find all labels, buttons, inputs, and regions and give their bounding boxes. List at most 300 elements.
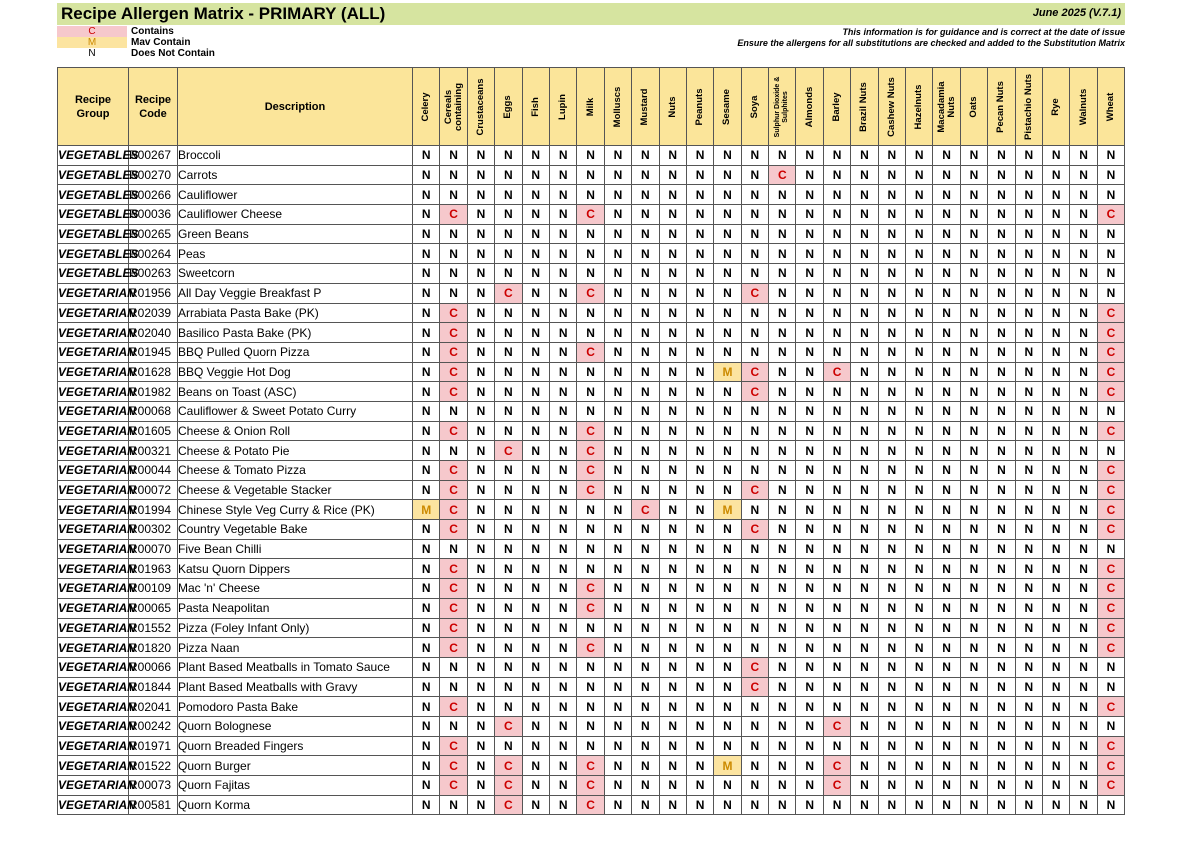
allergen-cell: N — [604, 165, 631, 185]
allergen-cell: N — [467, 539, 494, 559]
allergen-cell: N — [960, 421, 987, 441]
allergen-cell: N — [604, 638, 631, 658]
allergen-cell: N — [686, 224, 713, 244]
allergen-cell: N — [960, 539, 987, 559]
allergen-cell: N — [769, 323, 796, 343]
allergen-cell: N — [467, 264, 494, 284]
legend-code: C — [57, 26, 127, 37]
allergen-cell: N — [549, 618, 576, 638]
allergen-cell: N — [413, 677, 440, 697]
recipe-code: R01552 — [129, 618, 178, 638]
allergen-cell: N — [878, 461, 905, 481]
allergen-cell: N — [823, 421, 850, 441]
allergen-cell: N — [604, 362, 631, 382]
allergen-cell: N — [933, 579, 960, 599]
legend-code: N — [57, 48, 127, 59]
allergen-cell: N — [1042, 421, 1069, 441]
allergen-cell: N — [769, 598, 796, 618]
allergen-cell: N — [495, 520, 522, 540]
allergen-cell: N — [1042, 539, 1069, 559]
column-header-allergen: Molluscs — [604, 68, 631, 146]
allergen-cell: N — [659, 776, 686, 796]
allergen-cell: N — [906, 205, 933, 225]
allergen-cell: N — [1015, 657, 1042, 677]
allergen-cell: N — [686, 146, 713, 166]
allergen-cell: N — [495, 559, 522, 579]
recipe-group: VEGETARIAN — [58, 520, 129, 540]
allergen-cell: N — [960, 657, 987, 677]
allergen-cell: N — [577, 264, 604, 284]
allergen-cell: N — [632, 638, 659, 658]
allergen-cell: N — [741, 323, 768, 343]
allergen-cell: N — [467, 185, 494, 205]
recipe-description: BBQ Veggie Hot Dog — [178, 362, 413, 382]
allergen-cell: N — [467, 736, 494, 756]
allergen-cell: N — [440, 283, 467, 303]
allergen-cell: N — [604, 579, 631, 599]
allergen-cell: N — [440, 224, 467, 244]
allergen-cell: N — [413, 283, 440, 303]
allergen-cell: N — [577, 618, 604, 638]
table-row — [58, 756, 1125, 776]
allergen-cell: N — [413, 146, 440, 166]
allergen-cell: N — [1070, 205, 1097, 225]
allergen-cell: N — [960, 795, 987, 815]
allergen-cell: C — [741, 657, 768, 677]
allergen-cell: N — [549, 756, 576, 776]
allergen-cell: N — [960, 342, 987, 362]
allergen-cell: N — [1015, 185, 1042, 205]
allergen-cell: N — [495, 165, 522, 185]
allergen-cell: N — [1015, 618, 1042, 638]
allergen-cell: N — [878, 283, 905, 303]
allergen-cell: C — [440, 638, 467, 658]
allergen-cell: N — [823, 697, 850, 717]
table-row — [58, 303, 1125, 323]
allergen-cell: N — [495, 736, 522, 756]
recipe-code: R01820 — [129, 638, 178, 658]
allergen-cell: N — [906, 264, 933, 284]
allergen-cell: C — [1097, 461, 1124, 481]
recipe-description: Pizza (Foley Infant Only) — [178, 618, 413, 638]
allergen-cell: N — [1015, 500, 1042, 520]
allergen-cell: N — [960, 461, 987, 481]
allergen-cell: N — [1097, 146, 1124, 166]
allergen-cell: N — [659, 146, 686, 166]
allergen-cell: N — [467, 618, 494, 638]
allergen-cell: N — [577, 244, 604, 264]
table-row — [58, 264, 1125, 284]
allergen-cell: N — [933, 776, 960, 796]
allergen-cell: N — [413, 618, 440, 638]
allergen-cell: N — [714, 303, 741, 323]
allergen-cell: N — [549, 224, 576, 244]
allergen-cell: N — [1042, 677, 1069, 697]
allergen-cell: N — [741, 756, 768, 776]
allergen-cell: N — [1042, 598, 1069, 618]
allergen-cell: N — [686, 401, 713, 421]
allergen-cell: N — [632, 716, 659, 736]
allergen-cell: N — [851, 401, 878, 421]
allergen-cell: N — [851, 559, 878, 579]
allergen-cell: N — [823, 303, 850, 323]
column-header-allergen: Lupin — [549, 68, 576, 146]
allergen-cell: C — [577, 205, 604, 225]
allergen-cell: N — [796, 638, 823, 658]
recipe-group: VEGETARIAN — [58, 362, 129, 382]
allergen-cell: N — [1097, 244, 1124, 264]
allergen-cell: N — [906, 461, 933, 481]
allergen-cell: N — [741, 185, 768, 205]
allergen-cell: N — [632, 382, 659, 402]
allergen-cell: N — [796, 756, 823, 776]
allergen-cell: N — [851, 224, 878, 244]
allergen-cell: N — [823, 461, 850, 481]
allergen-cell: N — [577, 697, 604, 717]
allergen-cell: N — [741, 244, 768, 264]
allergen-cell: N — [604, 697, 631, 717]
allergen-cell: N — [632, 657, 659, 677]
allergen-cell: N — [522, 795, 549, 815]
allergen-cell: N — [714, 401, 741, 421]
allergen-cell: N — [632, 283, 659, 303]
allergen-cell: N — [960, 736, 987, 756]
allergen-cell: C — [823, 716, 850, 736]
allergen-cell: N — [823, 441, 850, 461]
allergen-cell: N — [933, 303, 960, 323]
allergen-cell: N — [467, 776, 494, 796]
recipe-description: Peas — [178, 244, 413, 264]
recipe-description: Cauliflower — [178, 185, 413, 205]
allergen-cell: N — [686, 421, 713, 441]
allergen-cell: N — [769, 342, 796, 362]
allergen-cell: C — [577, 756, 604, 776]
allergen-cell: N — [604, 677, 631, 697]
allergen-cell: N — [1015, 205, 1042, 225]
allergen-cell: N — [769, 579, 796, 599]
allergen-cell: C — [440, 421, 467, 441]
allergen-cell: N — [632, 224, 659, 244]
allergen-cell: N — [440, 401, 467, 421]
allergen-cell: N — [796, 382, 823, 402]
allergen-cell: N — [988, 323, 1015, 343]
allergen-cell: N — [906, 146, 933, 166]
allergen-cell: N — [1015, 461, 1042, 481]
recipe-code: R01982 — [129, 382, 178, 402]
allergen-cell: N — [906, 756, 933, 776]
allergen-cell: N — [577, 303, 604, 323]
allergen-cell: N — [933, 323, 960, 343]
allergen-cell: N — [440, 441, 467, 461]
allergen-cell: N — [714, 657, 741, 677]
allergen-cell: N — [851, 342, 878, 362]
allergen-cell: N — [933, 165, 960, 185]
allergen-cell: N — [549, 657, 576, 677]
allergen-cell: N — [960, 185, 987, 205]
allergen-cell: N — [933, 539, 960, 559]
allergen-cell: N — [769, 697, 796, 717]
allergen-cell: N — [686, 362, 713, 382]
allergen-cell: N — [604, 598, 631, 618]
allergen-cell: N — [1015, 283, 1042, 303]
allergen-cell: N — [467, 283, 494, 303]
allergen-cell: N — [823, 618, 850, 638]
allergen-cell: N — [851, 657, 878, 677]
allergen-cell: N — [1070, 362, 1097, 382]
allergen-cell: C — [577, 283, 604, 303]
allergen-cell: N — [1070, 283, 1097, 303]
allergen-cell: N — [1015, 579, 1042, 599]
allergen-cell: N — [714, 441, 741, 461]
allergen-cell: C — [741, 480, 768, 500]
allergen-cell: N — [878, 146, 905, 166]
recipe-description: Cheese & Vegetable Stacker — [178, 480, 413, 500]
allergen-cell: N — [851, 697, 878, 717]
recipe-code: R00109 — [129, 579, 178, 599]
allergen-cell: N — [769, 244, 796, 264]
allergen-cell: N — [823, 736, 850, 756]
allergen-cell: N — [1097, 539, 1124, 559]
allergen-cell: N — [851, 736, 878, 756]
allergen-cell: N — [632, 165, 659, 185]
recipe-description: Country Vegetable Bake — [178, 520, 413, 540]
table-row — [58, 657, 1125, 677]
allergen-cell: N — [906, 520, 933, 540]
allergen-cell: N — [495, 323, 522, 343]
allergen-cell: N — [659, 401, 686, 421]
allergen-cell: N — [467, 401, 494, 421]
allergen-cell: N — [878, 618, 905, 638]
allergen-cell: N — [1015, 598, 1042, 618]
allergen-cell: N — [632, 559, 659, 579]
allergen-cell: N — [413, 736, 440, 756]
allergen-cell: N — [1042, 264, 1069, 284]
allergen-cell: N — [659, 264, 686, 284]
allergen-cell: N — [604, 382, 631, 402]
allergen-cell: N — [522, 638, 549, 658]
allergen-cell: N — [988, 736, 1015, 756]
allergen-cell: N — [851, 303, 878, 323]
allergen-cell: N — [549, 500, 576, 520]
allergen-cell: C — [440, 303, 467, 323]
allergen-cell: N — [604, 539, 631, 559]
allergen-cell: N — [823, 500, 850, 520]
allergen-cell: N — [878, 520, 905, 540]
allergen-cell: C — [440, 579, 467, 599]
allergen-cell: N — [878, 500, 905, 520]
allergen-cell: N — [1070, 480, 1097, 500]
allergen-cell: N — [906, 244, 933, 264]
allergen-cell: N — [1042, 342, 1069, 362]
allergen-cell: N — [988, 362, 1015, 382]
allergen-cell: N — [823, 638, 850, 658]
allergen-cell: N — [960, 697, 987, 717]
recipe-code: R00266 — [129, 185, 178, 205]
allergen-cell: N — [823, 146, 850, 166]
recipe-code: R00044 — [129, 461, 178, 481]
allergen-cell: N — [659, 480, 686, 500]
allergen-cell: N — [769, 520, 796, 540]
allergen-cell: N — [413, 716, 440, 736]
allergen-cell: N — [659, 323, 686, 343]
allergen-cell: N — [440, 185, 467, 205]
recipe-code: R00321 — [129, 441, 178, 461]
allergen-cell: N — [796, 224, 823, 244]
allergen-cell: N — [769, 618, 796, 638]
allergen-cell: N — [1042, 520, 1069, 540]
allergen-cell: N — [1015, 677, 1042, 697]
table-row — [58, 716, 1125, 736]
allergen-cell: N — [1042, 323, 1069, 343]
allergen-cell: N — [1015, 638, 1042, 658]
allergen-cell: N — [714, 618, 741, 638]
allergen-cell: N — [1070, 303, 1097, 323]
recipe-code: R00072 — [129, 480, 178, 500]
allergen-cell: N — [906, 165, 933, 185]
allergen-cell: M — [714, 756, 741, 776]
table-row — [58, 736, 1125, 756]
allergen-cell: N — [659, 559, 686, 579]
allergen-cell: N — [878, 303, 905, 323]
allergen-cell: N — [769, 264, 796, 284]
allergen-cell: N — [549, 401, 576, 421]
allergen-cell: N — [659, 579, 686, 599]
table-row — [58, 618, 1125, 638]
allergen-cell: N — [988, 382, 1015, 402]
allergen-cell: N — [1042, 736, 1069, 756]
allergen-cell: N — [604, 185, 631, 205]
allergen-cell: N — [960, 500, 987, 520]
allergen-cell: N — [1070, 539, 1097, 559]
allergen-cell: N — [851, 165, 878, 185]
allergen-cell: N — [960, 224, 987, 244]
allergen-cell: N — [960, 618, 987, 638]
allergen-cell: C — [440, 480, 467, 500]
allergen-cell: N — [632, 736, 659, 756]
allergen-cell: N — [988, 165, 1015, 185]
allergen-cell: N — [960, 146, 987, 166]
allergen-cell: N — [988, 756, 1015, 776]
allergen-cell: N — [714, 559, 741, 579]
allergen-cell: N — [906, 638, 933, 658]
allergen-cell: N — [577, 539, 604, 559]
allergen-cell: C — [741, 677, 768, 697]
allergen-cell: N — [577, 165, 604, 185]
column-header-allergen: Cereals containing — [440, 68, 467, 146]
allergen-cell: N — [878, 205, 905, 225]
allergen-cell: N — [1097, 657, 1124, 677]
allergen-cell: N — [604, 736, 631, 756]
recipe-code: R01956 — [129, 283, 178, 303]
allergen-cell: N — [988, 579, 1015, 599]
allergen-cell: N — [714, 795, 741, 815]
allergen-cell: N — [796, 205, 823, 225]
allergen-cell: N — [714, 264, 741, 284]
allergen-cell: N — [741, 559, 768, 579]
allergen-cell: N — [495, 598, 522, 618]
column-header-allergen: Mustard — [632, 68, 659, 146]
allergen-cell: N — [769, 500, 796, 520]
allergen-cell: N — [604, 205, 631, 225]
allergen-cell: N — [1015, 244, 1042, 264]
allergen-cell: N — [604, 342, 631, 362]
allergen-cell: N — [495, 224, 522, 244]
allergen-cell: N — [796, 579, 823, 599]
allergen-cell: N — [878, 382, 905, 402]
recipe-description: BBQ Pulled Quorn Pizza — [178, 342, 413, 362]
allergen-cell: N — [1070, 461, 1097, 481]
allergen-cell: N — [823, 382, 850, 402]
recipe-description: Pizza Naan — [178, 638, 413, 658]
allergen-cell: N — [632, 441, 659, 461]
allergen-cell: N — [1070, 776, 1097, 796]
recipe-code: R00070 — [129, 539, 178, 559]
allergen-cell: N — [796, 736, 823, 756]
allergen-cell: N — [549, 362, 576, 382]
allergen-cell: N — [933, 264, 960, 284]
allergen-cell: N — [467, 756, 494, 776]
allergen-cell: N — [796, 716, 823, 736]
allergen-cell: N — [1070, 165, 1097, 185]
allergen-cell: N — [906, 598, 933, 618]
recipe-description: All Day Veggie Breakfast P — [178, 283, 413, 303]
table-row — [58, 579, 1125, 599]
allergen-cell: M — [413, 500, 440, 520]
allergen-cell: N — [933, 638, 960, 658]
allergen-cell: N — [1015, 697, 1042, 717]
column-header-allergen: Macadamia Nuts — [933, 68, 960, 146]
allergen-cell: N — [823, 283, 850, 303]
allergen-cell: N — [659, 539, 686, 559]
allergen-cell: N — [686, 342, 713, 362]
allergen-cell: N — [933, 657, 960, 677]
allergen-cell: N — [906, 323, 933, 343]
allergen-cell: N — [960, 677, 987, 697]
allergen-cell: N — [495, 362, 522, 382]
allergen-cell: N — [549, 559, 576, 579]
allergen-cell: N — [659, 342, 686, 362]
allergen-cell: N — [413, 342, 440, 362]
allergen-cell: N — [659, 165, 686, 185]
allergen-cell: N — [440, 539, 467, 559]
allergen-cell: N — [1042, 146, 1069, 166]
allergen-cell: N — [1042, 480, 1069, 500]
allergen-cell: N — [878, 795, 905, 815]
allergen-cell: N — [440, 264, 467, 284]
allergen-cell: N — [522, 146, 549, 166]
allergen-cell: N — [686, 500, 713, 520]
allergen-cell: N — [796, 283, 823, 303]
matrix-body — [58, 146, 1125, 815]
allergen-cell: N — [1015, 303, 1042, 323]
allergen-cell: N — [851, 146, 878, 166]
allergen-cell: C — [632, 500, 659, 520]
column-header-description: Description — [178, 68, 413, 146]
allergen-cell: N — [549, 716, 576, 736]
column-header-allergen: Sulphur Dioxide & Sulphites — [769, 68, 796, 146]
allergen-cell: N — [632, 461, 659, 481]
allergen-cell: N — [604, 323, 631, 343]
allergen-cell: N — [823, 165, 850, 185]
allergen-cell: C — [577, 598, 604, 618]
table-row — [58, 382, 1125, 402]
allergen-cell: N — [823, 598, 850, 618]
column-header-allergen: Fish — [522, 68, 549, 146]
legend — [57, 26, 357, 60]
allergen-cell: N — [851, 520, 878, 540]
allergen-cell: N — [851, 500, 878, 520]
allergen-cell: N — [632, 244, 659, 264]
